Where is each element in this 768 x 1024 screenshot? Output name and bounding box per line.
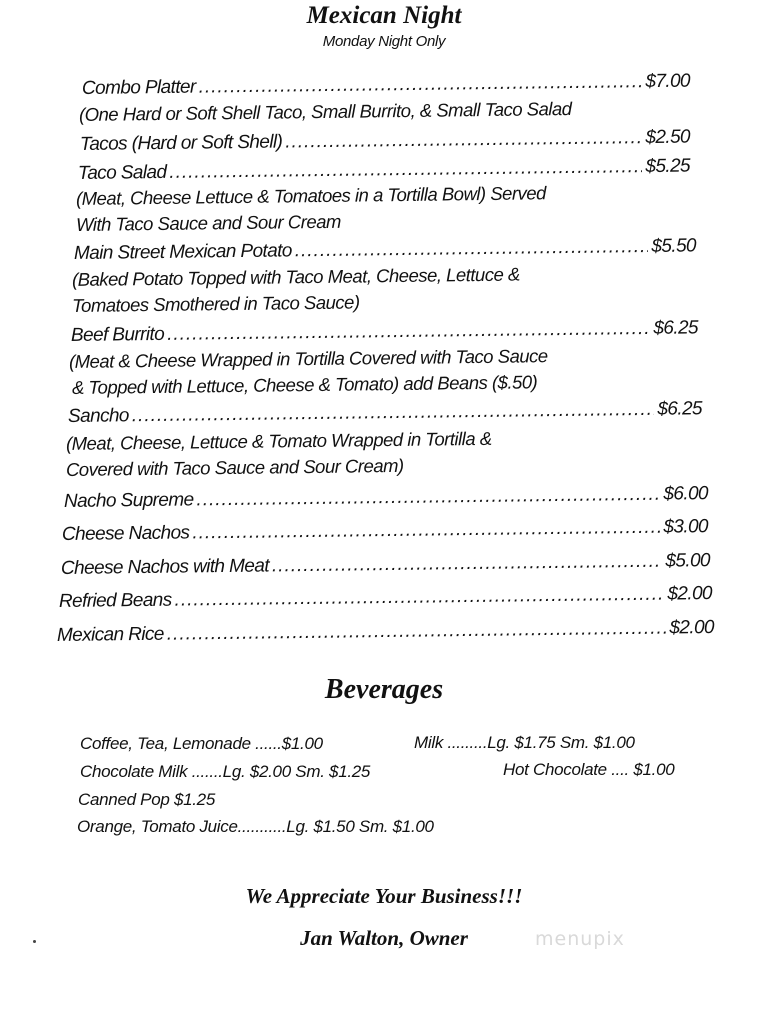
leader-dots bbox=[272, 551, 663, 578]
menu-item bbox=[82, 71, 690, 100]
item-description: (Meat, Cheese, Lettuce & Tomato Wrapped in Tortilla & bbox=[65, 427, 492, 454]
beverages-heading: Beverages bbox=[324, 674, 444, 705]
item-price: $6.25 bbox=[657, 398, 703, 420]
item-description: (Baked Potato Topped with Taco Meat, Cheese, Lettuce & bbox=[71, 263, 520, 290]
item-price: $2.00 bbox=[667, 583, 713, 605]
item-description: Covered with Taco Sauce and Sour Cream) bbox=[65, 454, 404, 480]
item-name: Beef Burrito bbox=[70, 323, 165, 346]
item-description: With Taco Sauce and Sour Cream bbox=[75, 210, 341, 235]
thank-you-note: We Appreciate Your Business!!! bbox=[245, 884, 523, 908]
item-price: $5.25 bbox=[645, 155, 691, 178]
watermark: menupix bbox=[535, 928, 625, 950]
menu-subtitle: Monday Night Only bbox=[322, 33, 446, 50]
menu-item bbox=[74, 235, 696, 265]
owner-name: Jan Walton, Owner bbox=[300, 926, 468, 950]
menu-item bbox=[68, 398, 702, 428]
scan-speck bbox=[33, 940, 36, 943]
item-name: Tacos (Hard or Soft Shell) bbox=[79, 131, 283, 155]
beverage-juice: Orange, Tomato Juice...........Lg. $1.50 Sm. $1.00 bbox=[77, 817, 434, 836]
item-name: Nacho Supreme bbox=[63, 489, 194, 512]
item-price: $5.50 bbox=[651, 235, 697, 257]
beverage-canned-pop: Canned Pop $1.25 bbox=[78, 790, 215, 809]
item-name: Sancho bbox=[67, 405, 129, 427]
item-name: Combo Platter bbox=[81, 76, 196, 99]
leader-dots bbox=[167, 618, 667, 646]
leader-dots bbox=[196, 484, 660, 512]
item-name: Main Street Mexican Potato bbox=[73, 240, 292, 264]
item-price: $6.00 bbox=[663, 483, 709, 505]
item-description: (Meat, Cheese Lettuce & Tomatoes in a Tortilla Bowl) Served bbox=[75, 182, 547, 209]
item-name: Cheese Nachos bbox=[61, 522, 190, 545]
item-price: $6.25 bbox=[653, 317, 699, 339]
item-name: Mexican Rice bbox=[56, 623, 164, 646]
item-description: Tomatoes Smothered in Taco Sauce) bbox=[71, 291, 360, 316]
item-description: (Meat & Cheese Wrapped in Tortilla Covered with Taco Sauce bbox=[68, 345, 548, 372]
menu-item bbox=[71, 317, 698, 347]
item-price: $7.00 bbox=[645, 70, 691, 93]
menu-item bbox=[61, 550, 710, 580]
menu-item bbox=[64, 483, 708, 513]
menu-item bbox=[57, 617, 714, 647]
item-name: Cheese Nachos with Meat bbox=[60, 555, 270, 579]
item-description: & Topped with Lettuce, Cheese & Tomato) add Beans ($.50) bbox=[71, 371, 538, 398]
item-price: $3.00 bbox=[663, 516, 709, 538]
leader-dots bbox=[295, 236, 649, 262]
leader-dots bbox=[174, 584, 664, 612]
leader-dots bbox=[192, 517, 660, 545]
beverage-coffee: Coffee, Tea, Lemonade ......$1.00 bbox=[80, 734, 323, 753]
beverage-milk: Milk .........Lg. $1.75 Sm. $1.00 bbox=[414, 733, 635, 752]
beverage-chocolate-milk: Chocolate Milk .......Lg. $2.00 Sm. $1.25 bbox=[80, 762, 371, 781]
leader-dots bbox=[169, 156, 642, 184]
menu-item bbox=[80, 127, 690, 156]
leader-dots bbox=[285, 127, 642, 153]
item-name: Taco Salad bbox=[77, 161, 167, 184]
menu-item bbox=[59, 583, 712, 613]
leader-dots bbox=[132, 399, 655, 427]
beverage-hot-chocolate: Hot Chocolate .... $1.00 bbox=[503, 760, 675, 779]
item-price: $2.50 bbox=[645, 126, 691, 149]
item-price: $5.00 bbox=[665, 550, 711, 572]
menu-title: Mexican Night bbox=[306, 2, 462, 29]
menu-item bbox=[78, 156, 690, 185]
leader-dots bbox=[167, 318, 651, 346]
item-price: $2.00 bbox=[669, 616, 715, 639]
item-description: (One Hard or Soft Shell Taco, Small Burrito, & Small Taco Salad bbox=[78, 97, 572, 125]
menu-item bbox=[62, 516, 708, 546]
leader-dots bbox=[198, 71, 642, 98]
item-name: Refried Beans bbox=[58, 589, 172, 612]
